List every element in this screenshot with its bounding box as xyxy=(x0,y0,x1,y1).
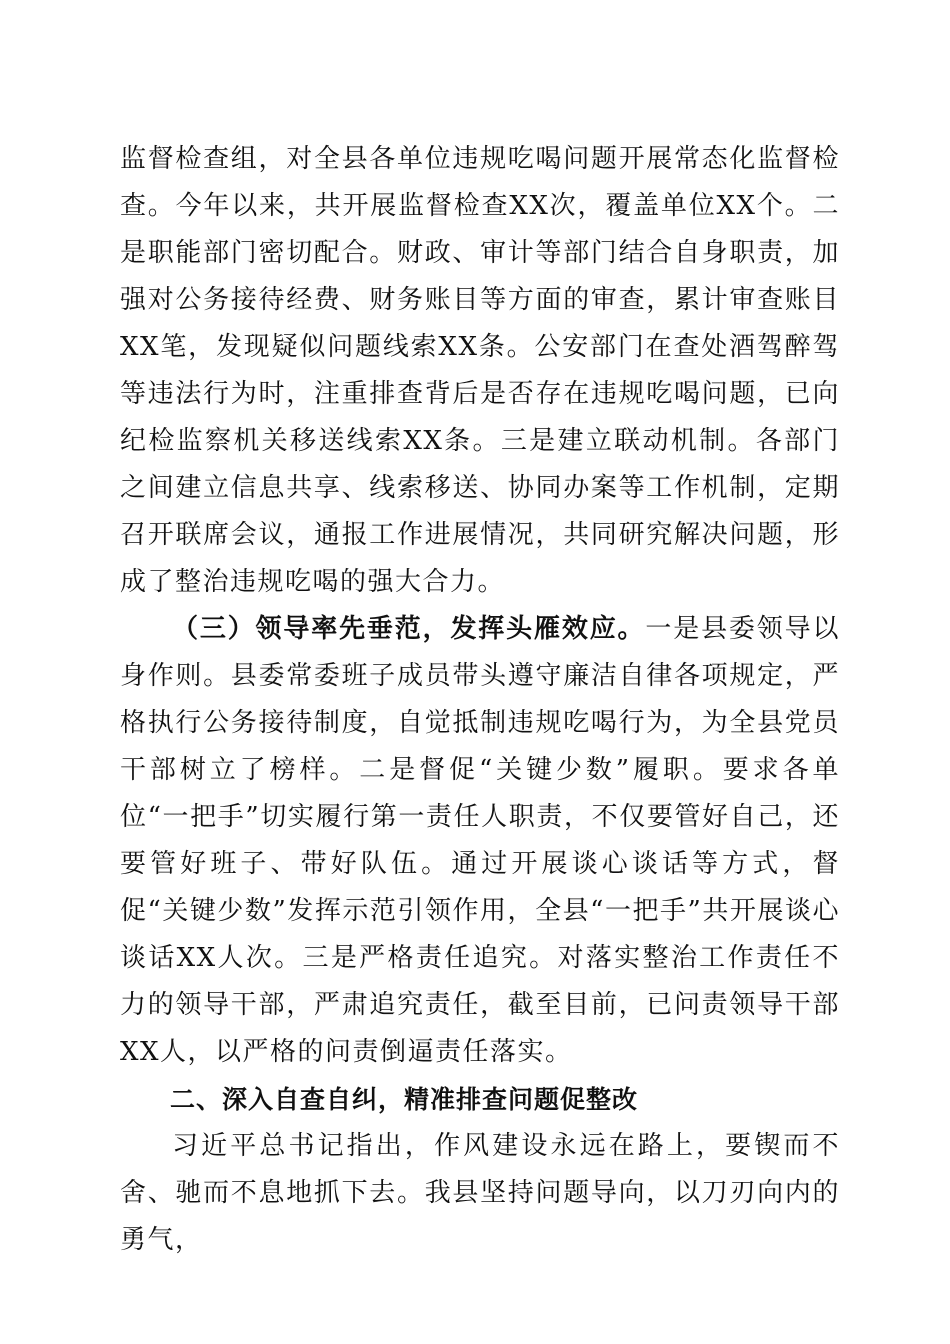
section-heading: 二、深入自查自纠，精准排查问题促整改 xyxy=(170,1085,639,1114)
paragraph-leadership-example xyxy=(120,606,840,1076)
document-body xyxy=(120,136,840,1264)
paragraph-text: 一是县委领导以身作则。县委常委班子成员带头遵守廉洁自律各项规定，严格执行公务接待制度，自觉抵制违规吃喝行为，为全县党员干部树立了榜样。二是督促“关键少数”履职。要求各单位“一把手”切实履行第一责任人职责，不仅要管好自己，还要管好班子、带好队伍。通过开展谈心谈话等方式，督促“关键少数”发挥示范引领作用，全县“一把手”共开展谈心谈话XX人次。三是严格责任追究。对落实整治工作责任不力的领导干部，严肃追究责任，截至目前，已问责领导干部XX人，以严格的问责倒逼责任落实。 xyxy=(120,614,840,1067)
paragraph-self-inspection xyxy=(120,1123,840,1264)
paragraph-supervision-continued xyxy=(120,136,840,606)
paragraph-lead-heading: （三）领导率先垂范，发挥头雁效应。 xyxy=(172,614,646,644)
paragraph-text: 监督检查组，对全县各单位违规吃喝问题开展常态化监督检查。今年以来，共开展监督检查XX次，覆盖单位XX个。二是职能部门密切配合。财政、审计等部门结合自身职责，加强对公务接待经费、财务账目等方面的审查，累计审查账目XX笔，发现疑似问题线索XX条。公安部门在查处酒驾醉驾等违法行为时，注重排查背后是否存在违规吃喝问题，已向纪检监察机关移送线索XX条。三是建立联动机制。各部门之间建立信息共享、线索移送、协同办案等工作机制，定期召开联席会议，通报工作进展情况，共同研究解决问题，形成了整治违规吃喝的强大合力。 xyxy=(120,144,840,597)
paragraph-text: 习近平总书记指出，作风建设永远在路上，要锲而不舍、驰而不息地抓下去。我县坚持问题导向，以刀刃向内的勇气， xyxy=(120,1131,840,1255)
